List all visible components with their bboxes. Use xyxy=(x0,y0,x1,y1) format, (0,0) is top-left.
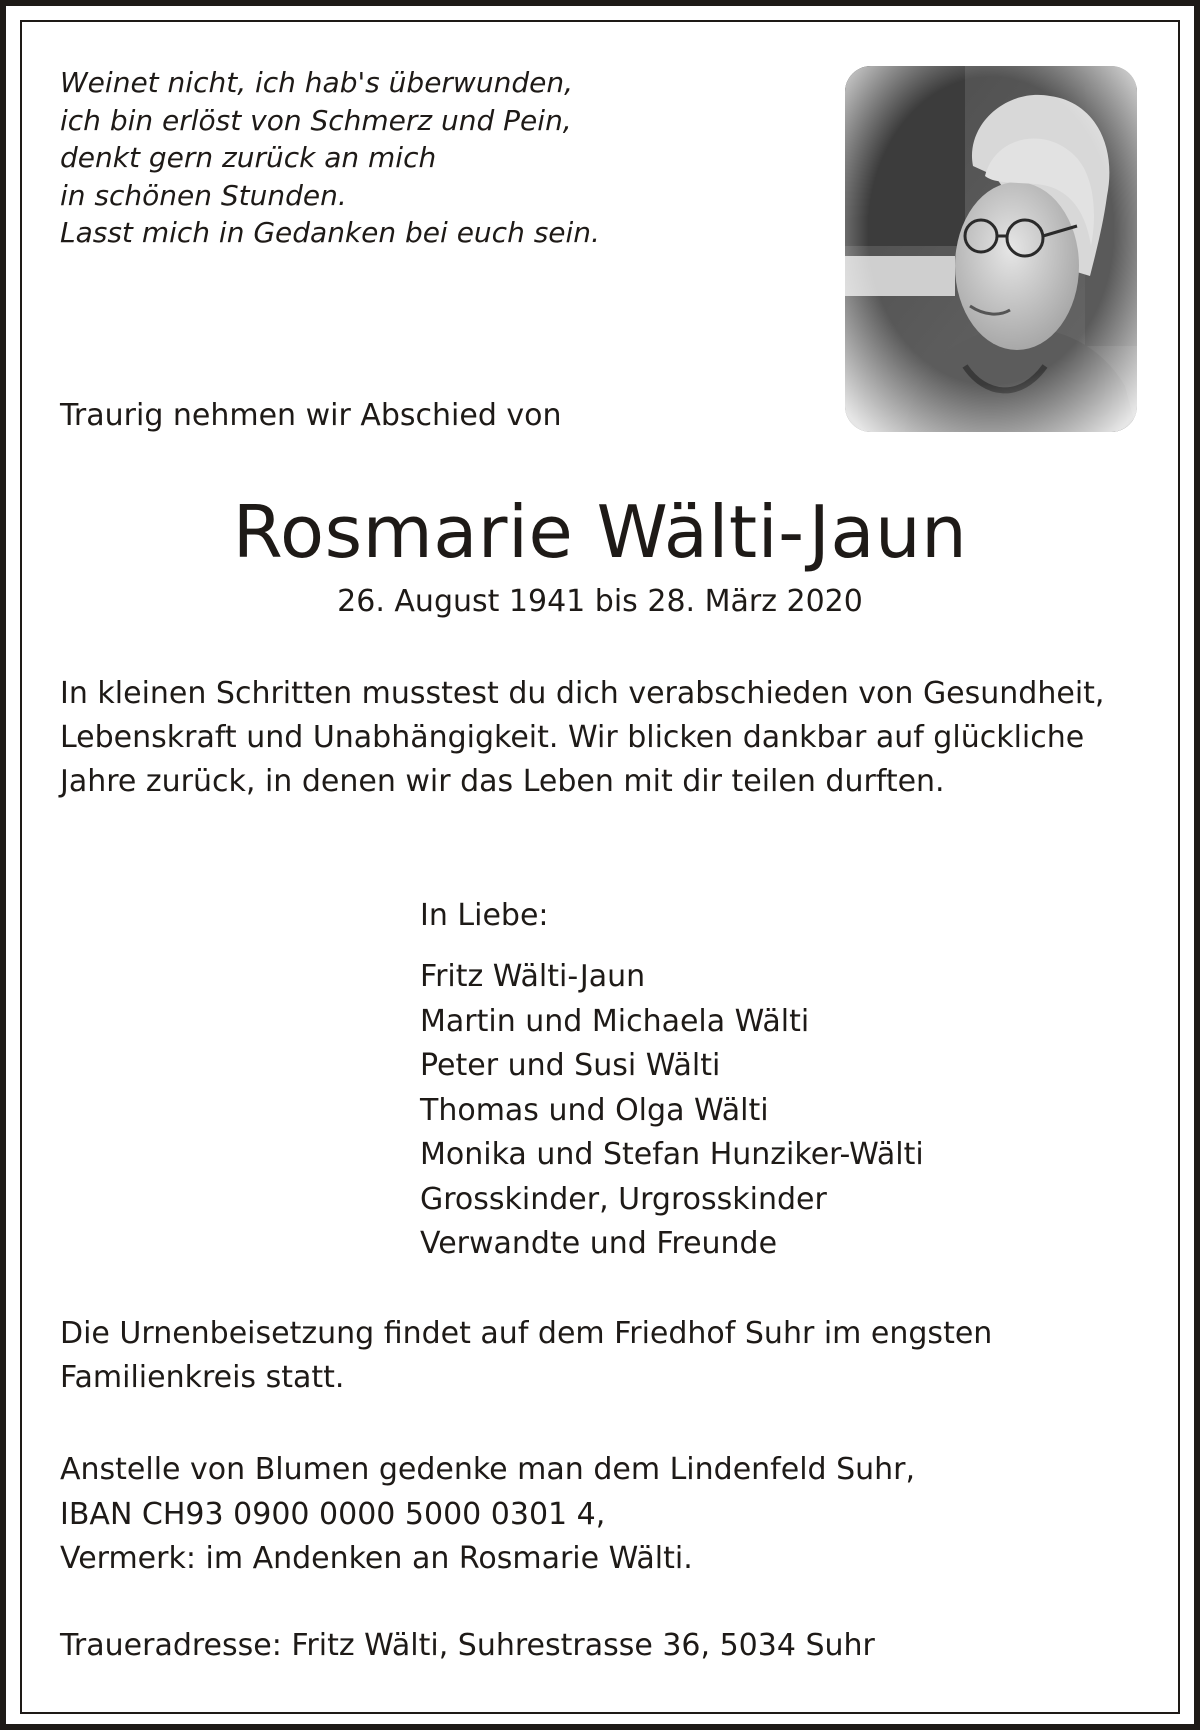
donation-line: Anstelle von Blumen gedenke man dem Lindenfeld Suhr, xyxy=(60,1452,916,1487)
mourner-name: Grosskinder, Urgrosskinder xyxy=(420,1181,827,1217)
mourner-name: Thomas und Olga Wälti xyxy=(420,1092,769,1128)
mourning-address: Traueradresse: Fritz Wälti, Suhrestrasse 36, 5034 Suhr xyxy=(60,1628,875,1663)
burial-notice: Die Urnenbeisetzung findet auf dem Friedhof Suhr im engsten Familienkreis statt. xyxy=(60,1316,993,1395)
donation-line: Vermerk: im Andenken an Rosmarie Wälti. xyxy=(60,1541,693,1576)
life-dates: 26. August 1941 bis 28. März 2020 xyxy=(337,584,863,619)
mourner-name: Martin und Michaela Wälti xyxy=(420,1003,810,1039)
mourner-name: Fritz Wälti-Jaun xyxy=(420,959,646,994)
poem-line: ich bin erlöst von Schmerz und Pein, xyxy=(60,103,572,137)
donation-line: IBAN CH93 0900 0000 5000 0301 4, xyxy=(60,1496,606,1532)
portrait-photo xyxy=(845,66,1137,432)
poem-line: Weinet nicht, ich hab's überwunden, xyxy=(60,66,573,99)
mourner-name: Peter und Susi Wälti xyxy=(420,1048,721,1083)
poem-line: Lasst mich in Gedanken bei euch sein. xyxy=(60,216,600,249)
portrait-image xyxy=(845,66,1137,432)
intro-text: Traurig nehmen wir Abschied von xyxy=(60,398,562,433)
deceased-name: Rosmarie Wälti-Jaun xyxy=(232,490,968,574)
donation-notice xyxy=(60,1448,1150,1582)
poem xyxy=(60,64,600,252)
mourner-name: Monika und Stefan Hunziker-Wälti xyxy=(420,1137,924,1172)
poem-line: denkt gern zurück an mich xyxy=(60,141,437,174)
poem-line: in schönen Stunden. xyxy=(60,178,347,212)
mourner-name: Verwandte und Freunde xyxy=(420,1226,778,1261)
mourners-list xyxy=(420,955,924,1267)
farewell-paragraph: In kleinen Schritten musstest du dich verabschieden von Gesundheit, Lebenskraft und Unabhängigkeit. Wir blicken dankbar auf glückliche Jahre zurück, in denen wir das Leben mit dir teilen durften. xyxy=(60,676,1105,799)
mourners-heading: In Liebe: xyxy=(420,898,549,933)
